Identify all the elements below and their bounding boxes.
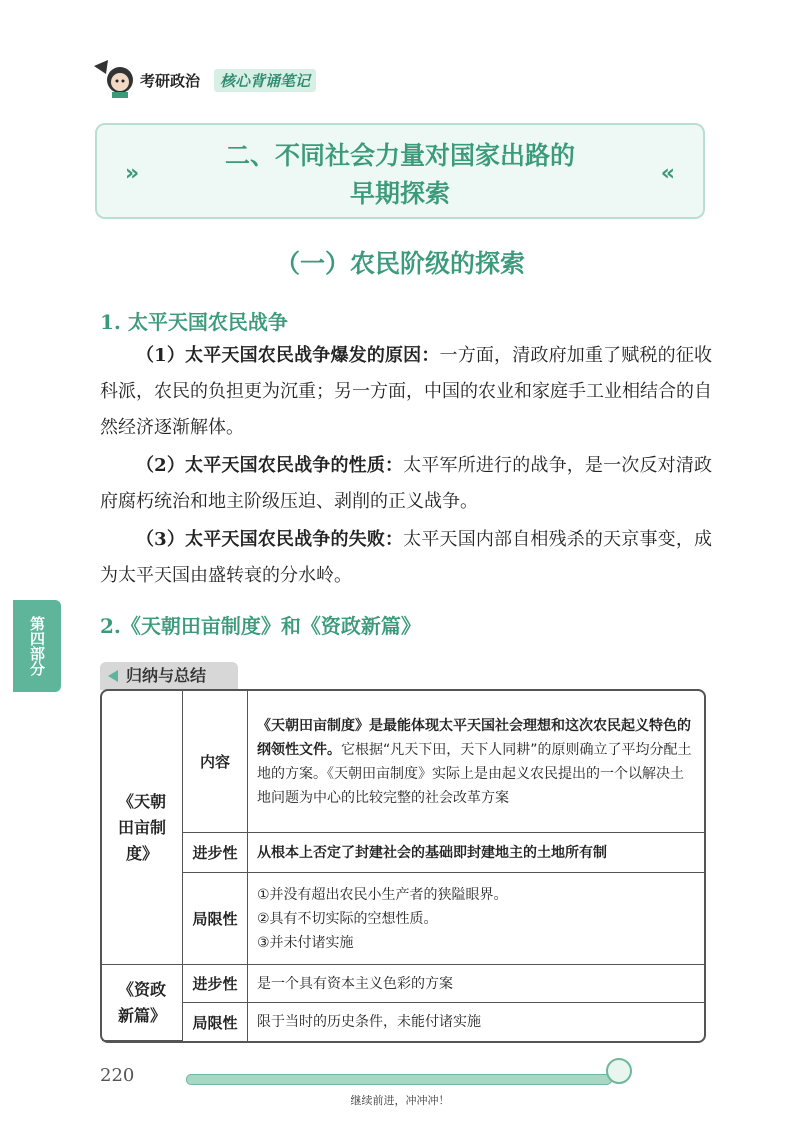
row-label: 内容 [183,691,248,833]
part-side-tab: 第四部分 [13,600,61,692]
paragraph-lead: （3）太平天国农民战争的失败： [136,529,404,550]
part2-heading: 2.《天朝田亩制度》和《资政新篇》 [100,614,421,638]
banner-title-line2: 早期探索 [349,179,450,208]
part1-heading: 1. 太平天国农民战争 [100,310,288,334]
limit-item: ③并未付诸实施 [257,934,354,951]
summary-tag: 归纳与总结 [100,662,238,690]
content-text: 它根据“凡天下田，天下人同耕”的原则确立了平均分配土地的方案。《天朝田亩制度》实际上是由起义农民提出的一个以解决土地问题为中心的比较完整的社会改革方案 [257,741,692,806]
footer-progress-bar [186,1074,612,1085]
row-content [248,873,704,965]
page-number: 220 [100,1065,135,1086]
paragraph-lead: （1）太平天国农民战争爆发的原因： [136,345,440,366]
footer-slogan: 继续前进，冲冲冲！ [350,1094,450,1107]
paragraph [100,338,712,446]
footer-knob-icon [606,1058,632,1084]
paragraph [100,448,712,520]
chevron-left-icon: « [660,161,675,186]
row-label: 局限性 [183,873,248,965]
row-label: 进步性 [183,833,248,873]
chapter-banner [95,123,705,219]
chevron-right-icon: » [125,161,140,186]
banner-title-line1: 二、不同社会力量对国家出路的 [224,141,575,170]
paragraph-lead: （2）太平天国农民战争的性质： [136,455,404,476]
section-title: （一）农民阶级的探索 [274,249,525,278]
banner-title [97,137,703,213]
group-label: 《天朝田亩制度》 [102,691,183,965]
row-label: 局限性 [183,1003,248,1041]
limit-item: ①并没有超出农民小生产者的狭隘眼界。 [257,886,508,903]
paragraph-text: 太平天国内部自相残杀的天京事变，成为太平天国由盛转衰的分水岭。 [100,529,712,586]
paragraph-text: 一方面，清政府加重了赋税的征收科派，农民的负担更为沉重；另一方面，中国的农业和家庭手工业相结合的自然经济逐渐解体。 [100,345,712,438]
paragraph [100,522,712,594]
content-bold: 《天朝田亩制度》是最能体现太平天国社会理想和这次农民起义特色的纲领性文件。 [257,717,691,758]
running-header [92,58,392,98]
header-series: 考研政治 [140,72,201,90]
limit-item: ②具有不切实际的空想性质。 [257,910,438,927]
paragraph-text: 太平军所进行的战争，是一次反对清政府腐朽统治和地主阶级压迫、剥削的正义战争。 [100,455,712,512]
row-label: 进步性 [183,965,248,1003]
row-content: 从根本上否定了封建社会的基础即封建地主的土地所有制 [248,833,704,873]
header-subtitle: 核心背诵笔记 [214,69,316,92]
group-label: 《资政新篇》 [102,965,183,1041]
summary-table [100,689,706,1043]
row-content: 是一个具有资本主义色彩的方案 [248,965,704,1003]
row-content: 限于当时的历史条件，未能付诸实施 [257,1014,481,1030]
mascot-icon [92,58,138,98]
row-content [248,691,704,833]
